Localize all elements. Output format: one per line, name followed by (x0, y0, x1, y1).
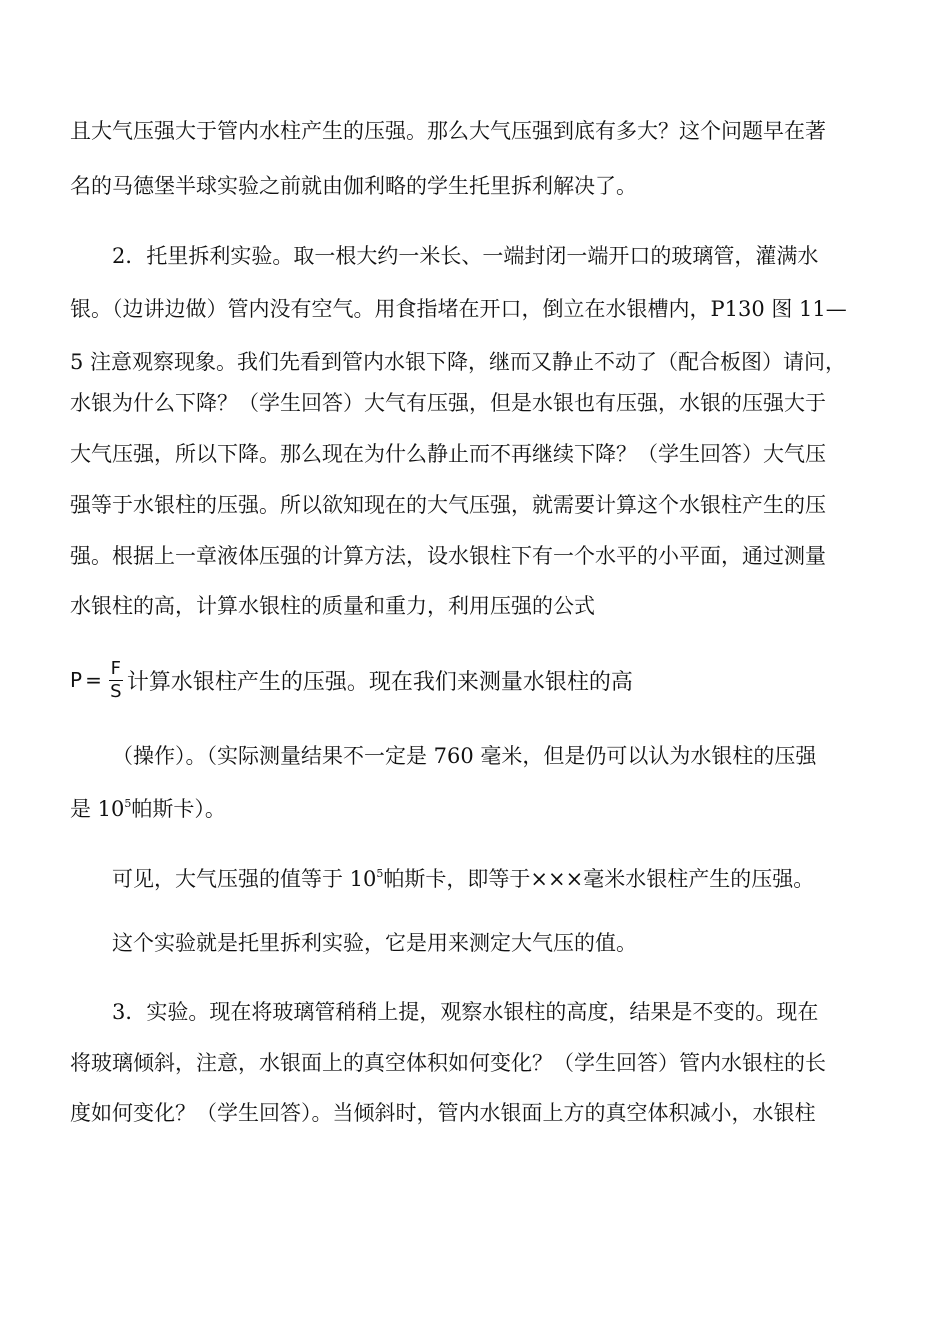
exponent: 5 (124, 797, 132, 810)
text-line: 且大气压强大于管内水柱产生的压强。那么大气压强到底有多大？这个问题早在著 (70, 119, 826, 143)
text-line: 名的马德堡半球实验之前就由伽利略的学生托里拆利解决了。 (70, 174, 637, 198)
text-line: （操作）。（实际测量结果不一定是 760 毫米，但是仍可以认为水银柱的压强 (112, 744, 817, 768)
text-line (112, 859, 814, 894)
exponent: 5 (376, 867, 384, 880)
formula-p: P (70, 668, 83, 692)
text-line: 强等于水银柱的压强。所以欲知现在的大气压强，就需要计算这个水银柱产生的压 (70, 493, 826, 517)
text-line: 大气压强，所以下降。那么现在为什么静止而不再继续下降？（学生回答）大气压 (70, 442, 826, 466)
text-line: 强。根据上一章液体压强的计算方法，设水银柱下有一个水平的小平面，通过测量 (70, 544, 826, 568)
text-line (70, 789, 226, 824)
text-line: 水银为什么下降？（学生回答）大气有压强，但是水银也有压强，水银的压强大于 (70, 391, 826, 415)
text-segment: 帕斯卡）。 (131, 797, 226, 821)
text-line: 银。（边讲边做）管内没有空气。用食指堵在开口，倒立在水银槽内，P130 图 11— (70, 297, 847, 321)
text-segment: 可见，大气压强的值等于 10 (112, 867, 377, 891)
text-line: 将玻璃倾斜，注意，水银面上的真空体积如何变化？（学生回答）管内水银柱的长 (70, 1051, 826, 1075)
text-segment: 是 10 (70, 797, 125, 821)
pressure-formula (70, 650, 633, 710)
text-line: 度如何变化？（学生回答）。当倾斜时，管内水银面上方的真空体积减小，水银柱 (70, 1101, 816, 1125)
text-segment: 帕斯卡，即等于×××毫米水银柱产生的压强。 (383, 867, 815, 891)
text-line: 3．实验。现在将玻璃管稍稍上提，观察水银柱的高度，结果是不变的。现在 (112, 1000, 819, 1024)
formula-fraction (109, 659, 123, 702)
text-line: 水银柱的高，计算水银柱的质量和重力，利用压强的公式 (70, 594, 595, 618)
text-line: 2．托里拆利实验。取一根大约一米长、一端封闭一端开口的玻璃管，灌满水 (112, 244, 819, 268)
formula-equals: = (85, 668, 102, 692)
text-line: 这个实验就是托里拆利实验，它是用来测定大气压的值。 (112, 931, 637, 955)
text-line: 5 注意观察现象。我们先看到管内水银下降，继而又静止不动了（配合板图）请问， (70, 350, 847, 374)
formula-numerator: F (110, 657, 121, 679)
formula-denominator: S (110, 680, 122, 702)
formula-text: 计算水银柱产生的压强。现在我们来测量水银柱的高 (126, 669, 633, 695)
